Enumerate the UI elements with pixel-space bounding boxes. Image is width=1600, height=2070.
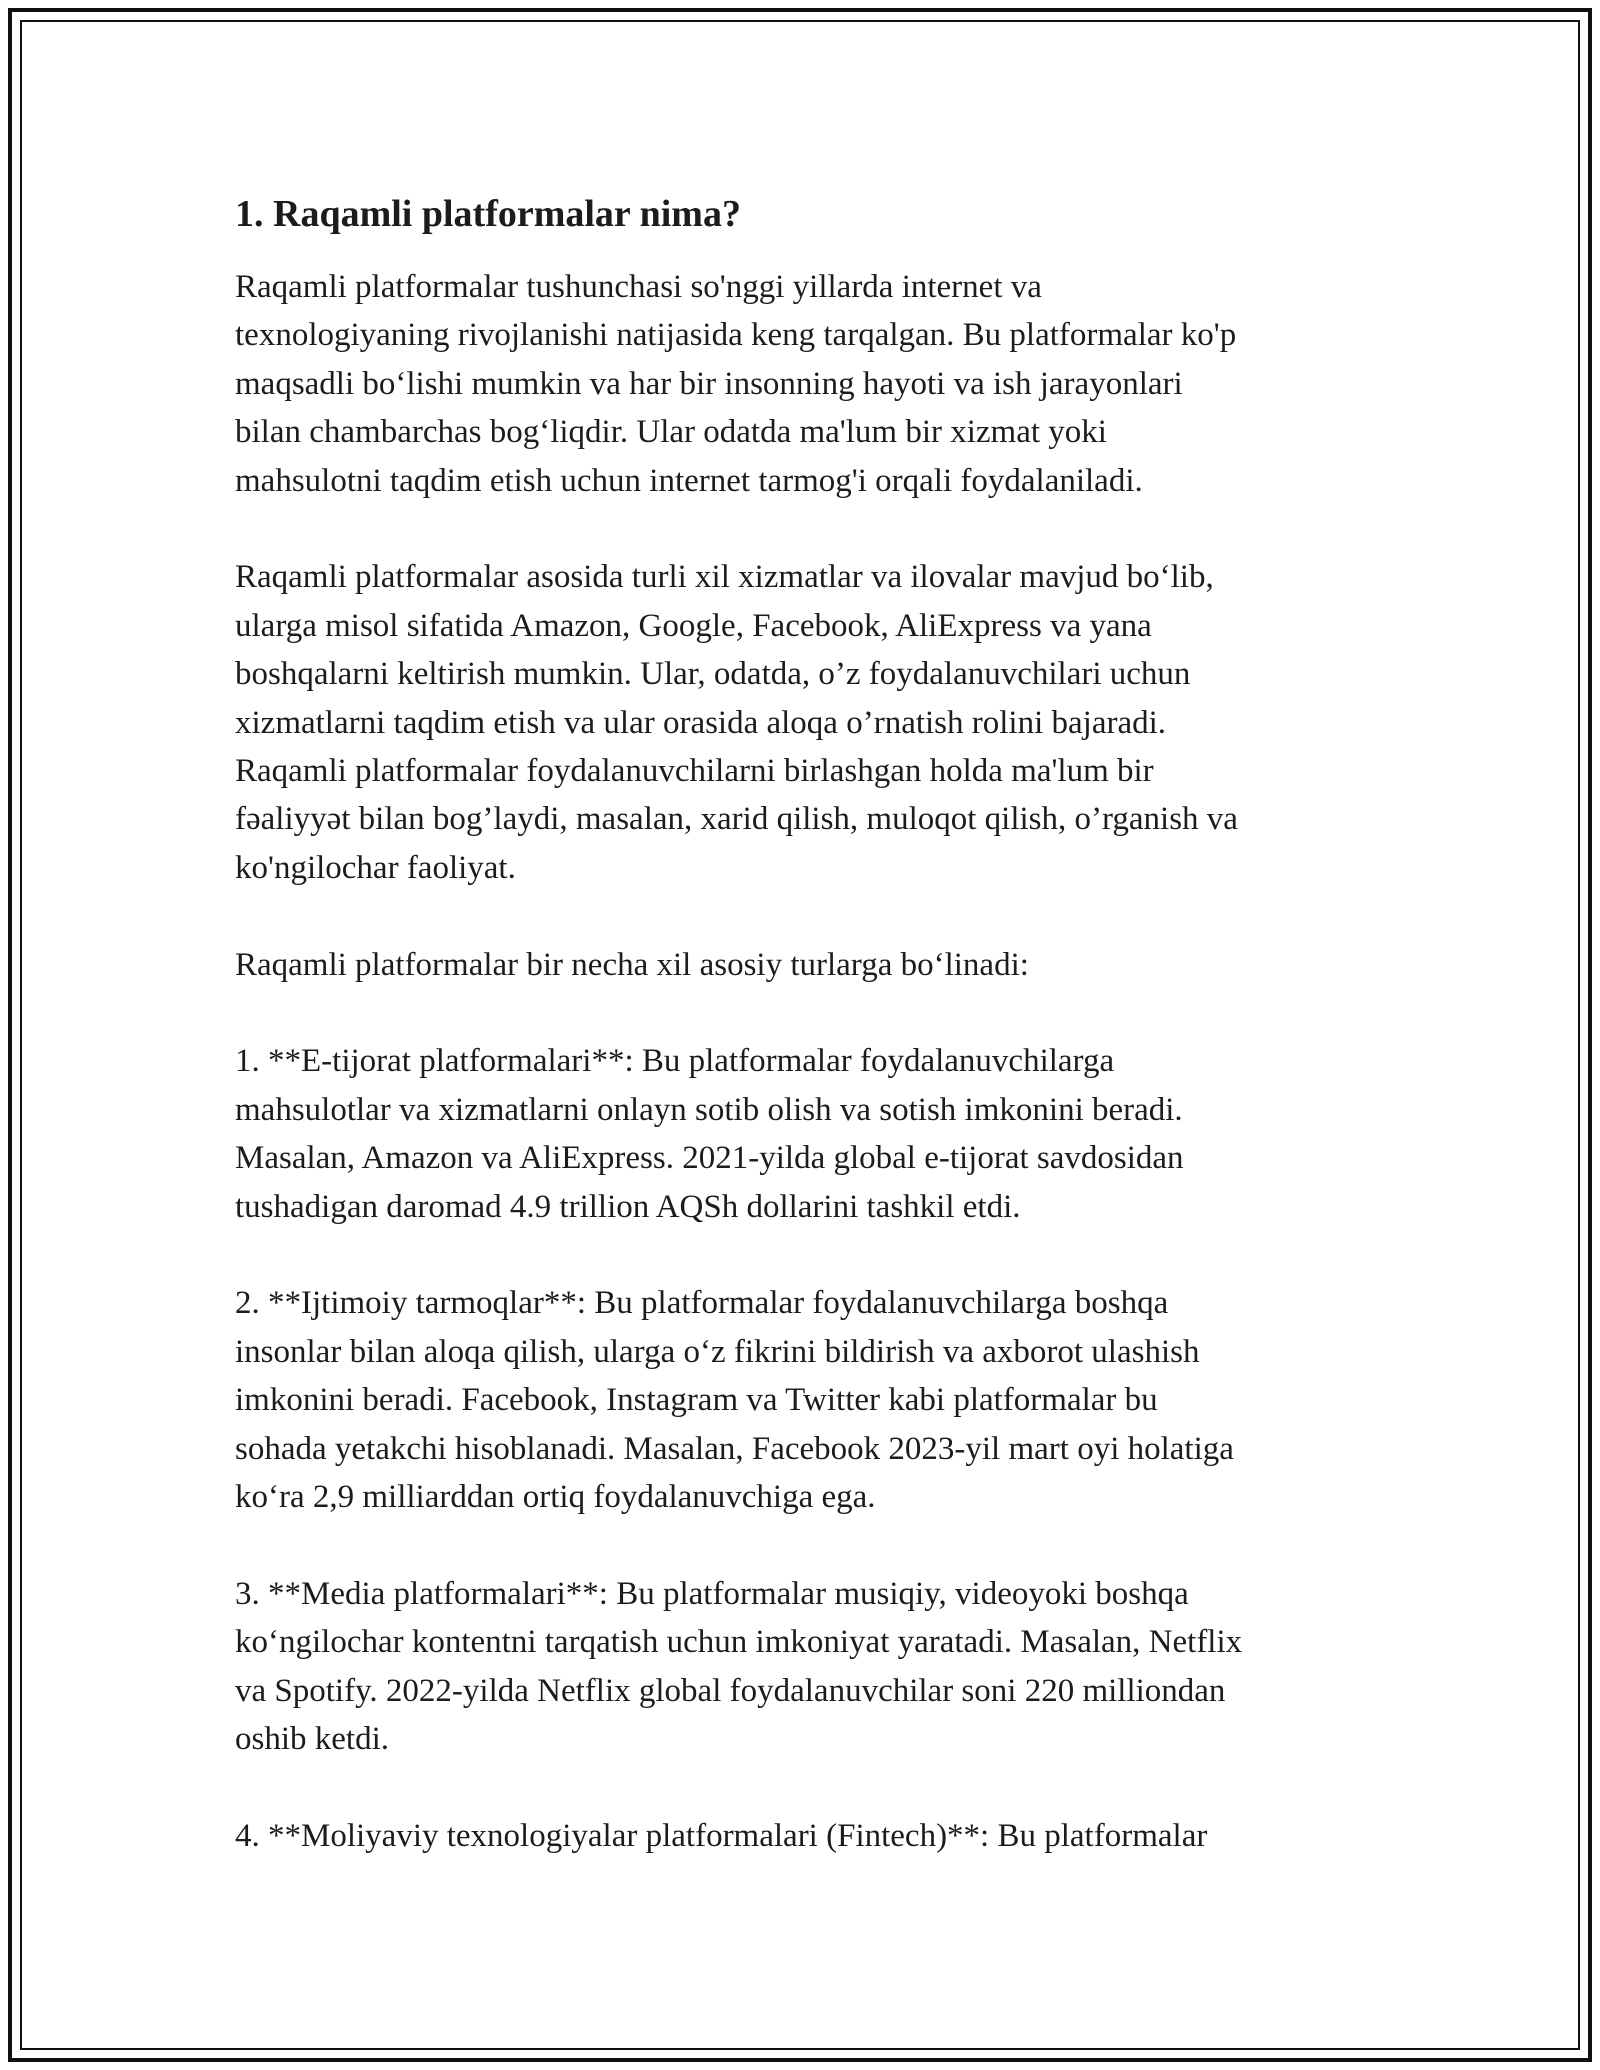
- text-line: Raqamli platformalar foydalanuvchilarni birlashgan holda ma'lum bir: [235, 753, 1154, 790]
- text-line: Raqamli platformalar asosida turli xil xizmatlar va ilovalar mavjud bo‘lib,: [235, 559, 1214, 596]
- list-item-media: [235, 1570, 1370, 1764]
- text-line: Raqamli platformalar tushunchasi so'nggi yillarda internet va: [235, 269, 1042, 305]
- text-line: 1. **E-tijorat platformalari**: Bu platformalar foydalanuvchilarga: [235, 1043, 1115, 1080]
- list-item-social-networks: [235, 1279, 1370, 1521]
- text-line: imkonini beradi. Facebook, Instagram va Twitter kabi platformalar bu: [235, 1382, 1158, 1419]
- text-line: fəaliyyət bilan bog’laydi, masalan, xarid qilish, muloqot qilish, o’rganish va: [235, 801, 1238, 838]
- text-line: maqsadli bo‘lishi mumkin va har bir insonning hayoti va ish jarayonlari: [235, 365, 1183, 402]
- text-line: insonlar bilan aloqa qilish, ularga o‘z fikrini bildirish va axborot ulashish: [235, 1333, 1200, 1370]
- text-line: tushadigan daromad 4.9 trillion AQSh dollarini tashkil etdi.: [235, 1188, 1021, 1225]
- text-line: ko‘ra 2,9 milliarddan ortiq foydalanuvchiga ega.: [235, 1479, 876, 1516]
- text-line: 4. **Moliyaviy texnologiyalar platformalari (Fintech)**: Bu platformalar: [235, 1817, 1208, 1854]
- list-item-ecommerce: [235, 1037, 1370, 1231]
- text-line: va Spotify. 2022-yilda Netflix global foydalanuvchilar soni 220 milliondan: [235, 1672, 1226, 1709]
- paragraph-types-intro: [235, 941, 1370, 989]
- list-item-fintech: [235, 1812, 1370, 1860]
- text-line: 2. **Ijtimoiy tarmoqlar**: Bu platformalar foydalanuvchilarga boshqa: [235, 1285, 1169, 1322]
- text-line: boshqalarni keltirish mumkin. Ular, odatda, o’z foydalanuvchilari uchun: [235, 656, 1191, 693]
- text-line: Raqamli platformalar bir necha xil asosiy turlarga bo‘linadi:: [235, 946, 1029, 983]
- text-line: 3. **Media platformalari**: Bu platformalar musiqiy, videoyoki boshqa: [235, 1575, 1189, 1612]
- text-line: texnologiyaning rivojlanishi natijasida keng tarqalgan. Bu platformalar ko'p: [235, 317, 1237, 354]
- text-line: mahsulotlar va xizmatlarni onlayn sotib olish va sotish imkonini beradi.: [235, 1091, 1183, 1128]
- document-body: [235, 185, 1370, 1909]
- text-line: xizmatlarni taqdim etish va ular orasida aloqa o’rnatish rolini bajaradi.: [235, 704, 1167, 741]
- paragraph-examples: [235, 553, 1370, 892]
- text-line: sohada yetakchi hisoblanadi. Masalan, Facebook 2023-yil mart oyi holatiga: [235, 1430, 1234, 1467]
- section-heading: 1. Raqamli platformalar nima?: [235, 193, 741, 235]
- text-line: bilan chambarchas bog‘liqdir. Ular odatda ma'lum bir xizmat yoki: [235, 414, 1107, 451]
- paragraph-intro: [235, 263, 1370, 505]
- text-line: ko'ngilochar faoliyat.: [235, 849, 516, 886]
- text-line: ko‘ngilochar kontentni tarqatish uchun imkoniyat yaratadi. Masalan, Netflix: [235, 1624, 1243, 1661]
- text-line: mahsulotni taqdim etish uchun internet tarmog'i orqali foydalaniladi.: [235, 462, 1143, 499]
- text-line: oshib ketdi.: [235, 1721, 389, 1758]
- text-line: ularga misol sifatida Amazon, Google, Facebook, AliExpress va yana: [235, 607, 1152, 644]
- text-line: Masalan, Amazon va AliExpress. 2021-yilda global e-tijorat savdosidan: [235, 1140, 1184, 1177]
